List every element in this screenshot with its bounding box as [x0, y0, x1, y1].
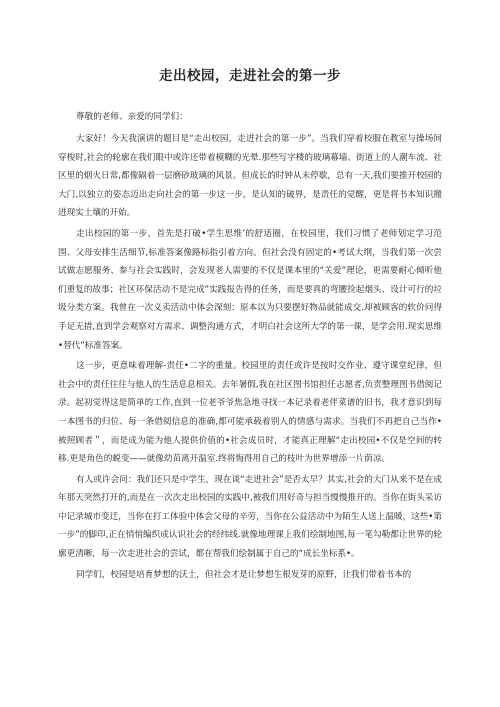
paragraph-1: 大家好！今天我演讲的题目是“走出校园，走进社会的第一步”。当我们穿着校服在教室与操场间穿梭时,社会的轮廓在我们眼中或许还带着模糊的光晕.那些写字楼的玻璃幕墙、街道上的人潮车流、社区里的烟火日常,都像隔着一层磨砂玻璃的风景。但成长的时钟从未停歇，总有一天,我们要推开校园的大门,以独立的姿态迈出走向社会的第一步这一步，是认知的破界，是责任的觉醒，更是将书本知识搬进现实土壤的开始。: [58, 134, 442, 219]
paragraph-3: 这一步，更意味着理解-责任•二字的重量。校园里的责任或许是按时交作业、遵守课堂纪律，但社会中的责任往往与他人的生活息息相关。去年暑假,我在社区图书馆担任志愿者,负责整理图书借阅记录。起初觉得这是简单的工作,直到一位老爷爷焦急地寻找一本记录着老伴菜谱的旧书，我才意识到每一本图书的归位、每一条借阅信息的准确,都可能承载着别人的情感与需求。当我们不再把自己当作•被照顾者＂，而是成为能为他人提供价值的•社会成员时，才能真正理解“走出校园•不仅是空间的转移.更是角色的蜕变——就像幼苗离开温室.终将悔得用自己的枝叶为世界增添一片荫凉。: [58, 361, 442, 465]
paragraph-2: 走出校园的第一步，首先是打破•学生思维’的舒适圈，在校园里，我们习惯了老师划定学习范围、父母安排生活细节,标准答案像路标指引着方向。但社会没有固定的•考试大纲，当我们第一次尝试做志愿服务、参与社会实践时，会发现老人需要的不仅是课本里的“关爱”理论，更需要耐心倾听他们重复的故事；社区环保活动不是完成”实践报告得的任务，而是要真的弯腰捡起烟头、设计可行的垃圾分类方案。我曾在一次义卖活动中体会深刻：原本以为只要摆好物品就能成交.却被顾客的软价问得手足无措,直到学会观察对方需求、调整沟通方式，才明白社会这所大学的第一课，是学会用.现实思维•替代”标准答案。: [58, 228, 442, 351]
paragraph-5: 同学们，校园是培育梦想的沃土，但社会才是让梦想生根发芽的原野，让我们带着书本的: [76, 569, 412, 580]
document-title: 走出校园，走进社会的第一步: [159, 68, 341, 84]
paragraph-4: 有人或许会问：我们还只是中学生，现在谈“走进社会”是否太早？其实,社会的大门从来不是在成年那天突然打开的,而是在一次次走出校园的实践中,被我们用好奇与担当慢慢推开的。当你在街头采访中记录城市变迁，当你在打工体验中体会父母的辛劳，当你在公益活动中为陌生人送上温暖，这些•第一步”的脚印,正在悄悄编织成认识社会的经纬线.就像地理课上我们绘制地图,每一笔勾勒都让世界的轮廓更清晰，每一次走进社会的尝试，都在帮我们绘制属于自己的“成长坐标系•。: [58, 474, 442, 560]
greeting: 尊敬的老师、亲爱的同学们：: [76, 112, 188, 122]
